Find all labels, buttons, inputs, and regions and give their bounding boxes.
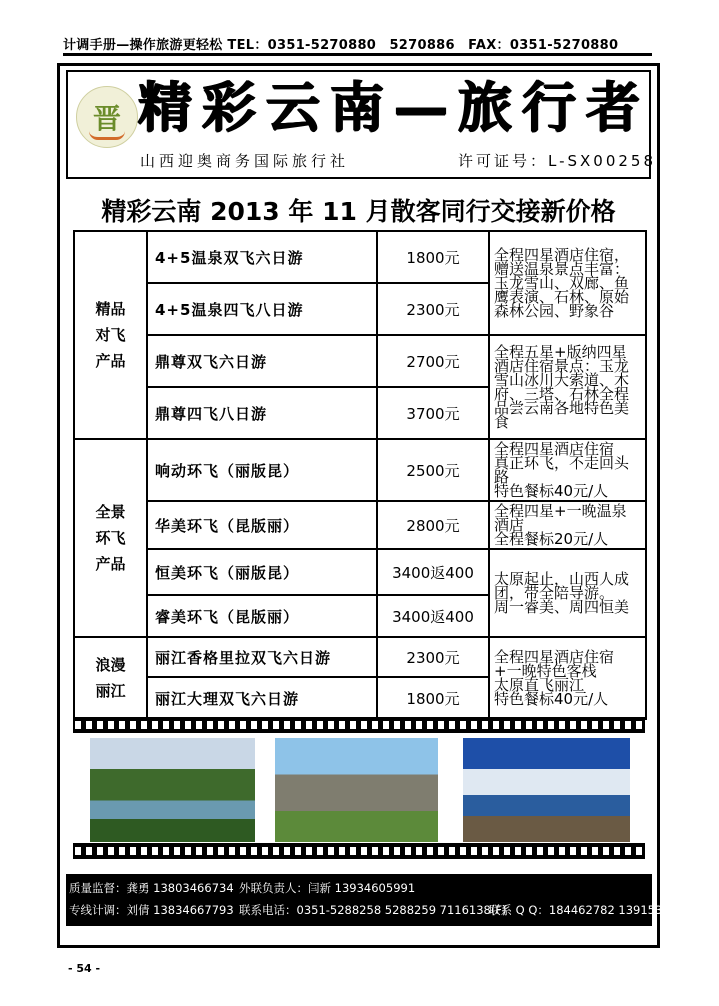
page-title: 精彩云南—旅行者 (138, 76, 650, 139)
route-price: 1800元 (377, 677, 489, 719)
route-name: 丽江大理双飞六日游 (147, 677, 377, 719)
category-cell (74, 231, 147, 439)
price-table (73, 230, 647, 720)
route-note: 太原起止，山西人成团，带全陪导游。 周一睿美、周四恒美 (489, 549, 646, 637)
table-row (74, 439, 646, 501)
route-name: 丽江香格里拉双飞六日游 (147, 637, 377, 677)
film-holes (75, 847, 643, 855)
route-note: 全程四星酒店住宿 真正环飞，不走回头路 特色餐标40元/人 (489, 439, 646, 501)
quality-supervisor: 质量监督：龚勇 13803466734 (69, 881, 234, 895)
category-cell (74, 637, 147, 719)
route-note: 全程四星酒店住宿，赠送温泉景点丰富：玉龙雪山、双廊、鱼鹰表演、石林、原始森林公园、野象谷 (489, 231, 646, 335)
film-strip-top (73, 717, 645, 733)
route-note: 全程四星酒店住宿+一晚特色客栈 太原直飞丽江 特色餐标40元/人 (489, 637, 646, 719)
contact-phone: 联系电话：0351-5288258 5288259 7116138(F) (239, 903, 507, 917)
contact-qq: 联系 Q Q：184462782 1391533002 (489, 903, 692, 917)
logo-arc-icon (89, 131, 125, 140)
page-number: - 54 - (68, 962, 101, 975)
top-divider (63, 53, 652, 56)
lake-landscape-photo (90, 738, 255, 842)
film-strip-bottom (73, 843, 645, 859)
route-name: 响动环飞（丽版昆） (147, 439, 377, 501)
category-label: 浪漫 丽江 (95, 656, 126, 700)
route-name: 鼎尊四飞八日游 (147, 387, 377, 439)
top-contact-bar: 计调手册—操作旅游更轻松 TEL：0351-5270880 5270886 FAX：0351-5270880 (63, 38, 619, 53)
route-price: 1800元 (377, 231, 489, 283)
route-price: 2300元 (377, 283, 489, 335)
company-name: 山西迎奥商务国际旅行社 (140, 152, 350, 170)
table-row (74, 231, 646, 283)
price-subtitle: 精彩云南 2013 年 11 月散客同行交接新价格 (101, 197, 616, 226)
snow-mountain-photo (463, 738, 630, 842)
table-row (74, 335, 646, 387)
contact-footer (66, 874, 692, 926)
route-price: 2700元 (377, 335, 489, 387)
route-name: 4+5温泉四飞八日游 (147, 283, 377, 335)
route-name: 华美环飞（昆版丽） (147, 501, 377, 549)
category-label: 全景 环飞 产品 (95, 503, 126, 573)
route-note: 全程五星+版纳四星酒店住宿景点：玉龙雪山冰川大索道、木府、三塔、石林全程品尝云南各地特色美食 (489, 335, 646, 439)
route-name: 睿美环飞（昆版丽） (147, 595, 377, 637)
category-label: 精品 对飞 产品 (95, 300, 126, 370)
route-price: 3400返400 (377, 595, 489, 637)
route-name: 4+5温泉双飞六日游 (147, 231, 377, 283)
table-row (74, 549, 646, 595)
route-name: 恒美环飞（丽版昆） (147, 549, 377, 595)
route-price: 3700元 (377, 387, 489, 439)
table-row (74, 501, 646, 549)
route-price: 2800元 (377, 501, 489, 549)
film-holes (75, 721, 643, 729)
table-row (74, 637, 646, 677)
route-price: 2500元 (377, 439, 489, 501)
stone-forest-photo (275, 738, 438, 842)
route-note: 全程四星+一晚温泉酒店 全程餐标20元/人 (489, 501, 646, 549)
route-price: 2300元 (377, 637, 489, 677)
route-name: 鼎尊双飞六日游 (147, 335, 377, 387)
logo-mark: 晋 (92, 102, 121, 135)
license-number: 许可证号：L-SX00258 (458, 152, 657, 170)
agency-logo (76, 86, 138, 148)
liaison-manager: 外联负责人：闫新 13934605991 (239, 881, 416, 895)
category-cell (74, 439, 147, 637)
route-price: 3400返400 (377, 549, 489, 595)
route-planner: 专线计调：刘倩 13834667793 (69, 903, 234, 917)
